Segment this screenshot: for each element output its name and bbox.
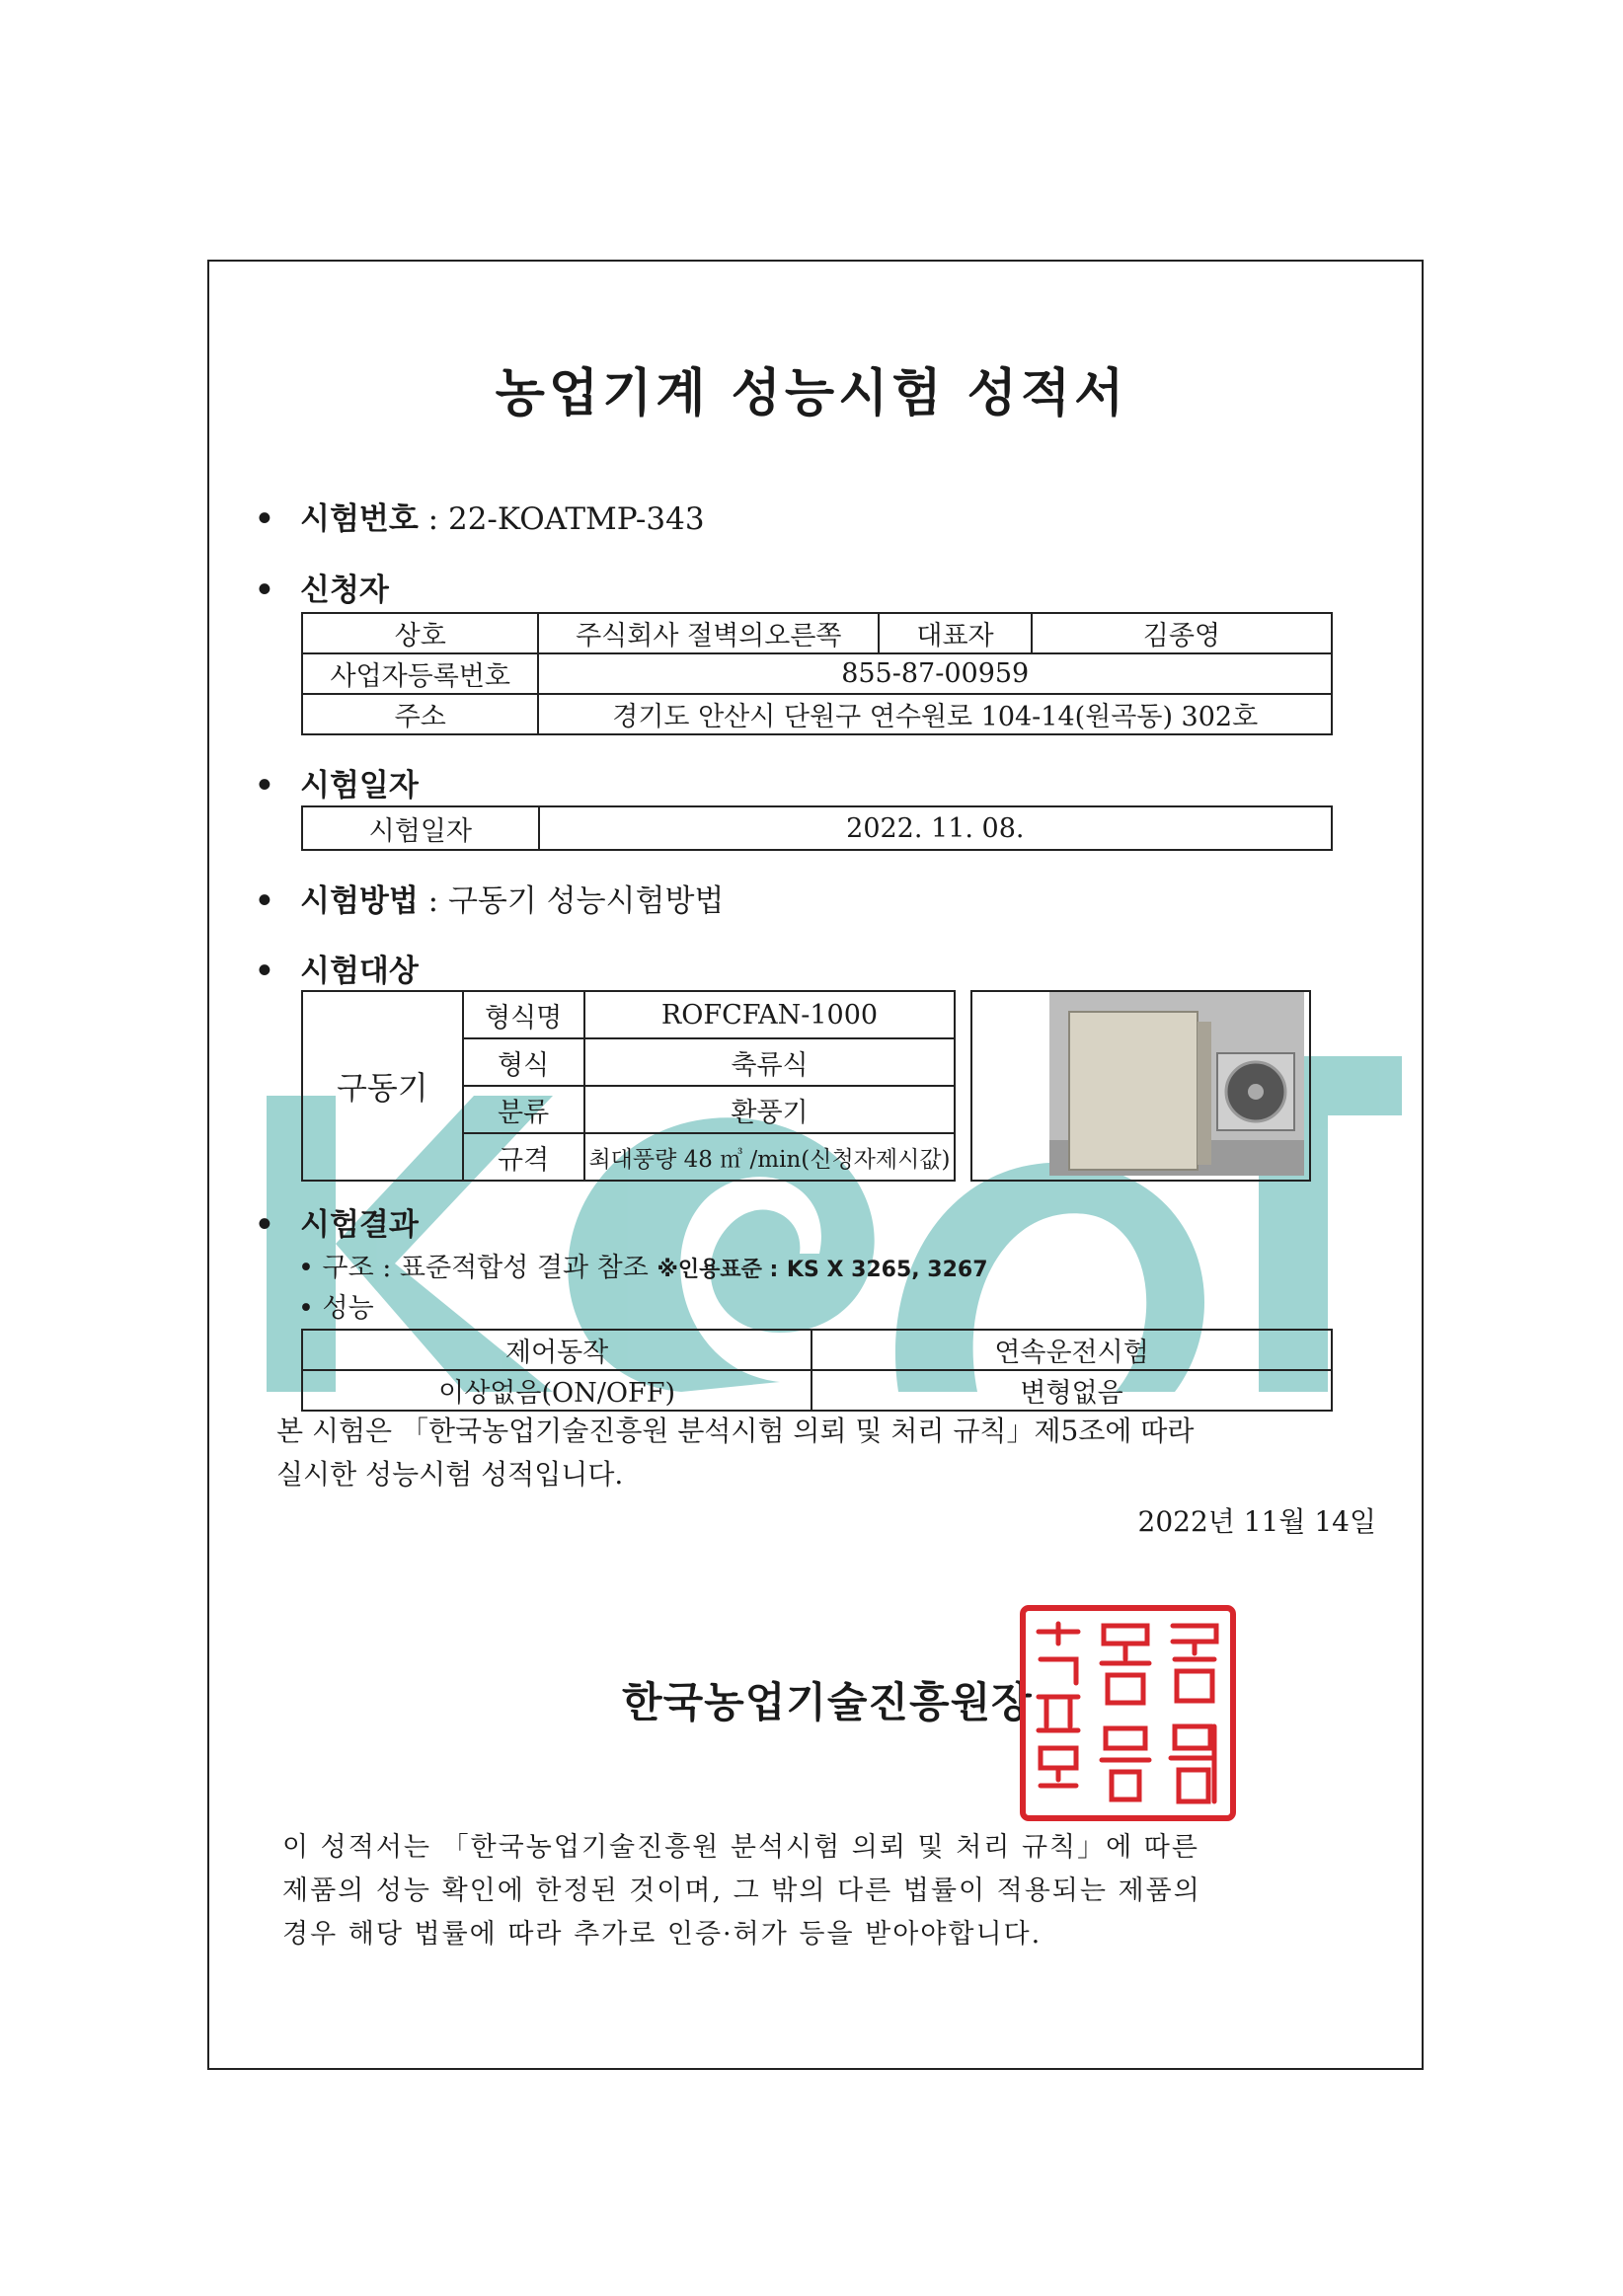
company-value: 주식회사 절벽의오른쪽 — [538, 613, 879, 653]
bullet: • — [255, 954, 274, 989]
test-target-heading — [255, 946, 419, 990]
table-row — [302, 613, 1332, 653]
notice-line-1: 이 성적서는 「한국농업기술진흥원 분석시험 의뢰 및 처리 규칙」에 따른 — [282, 1832, 1199, 1863]
test-number-label: 시험번호 — [300, 501, 419, 537]
address-label: 주소 — [302, 694, 538, 734]
structure-line — [298, 1246, 988, 1284]
applicant-table — [301, 612, 1333, 735]
business-reg-value: 855-87-00959 — [538, 653, 1332, 694]
statement-line-1: 본 시험은 「한국농업기술진흥원 분석시험 의뢰 및 처리 규칙」제5조에 따라 — [276, 1415, 1195, 1447]
applicant-label: 신청자 — [300, 573, 389, 608]
table-row — [302, 1370, 1332, 1411]
test-number-value: 22-KOATMP-343 — [447, 501, 705, 537]
test-method-label: 시험방법 — [300, 883, 419, 919]
fan-hub — [1248, 1084, 1264, 1100]
issuer-name: 한국농업기술진흥원장 — [622, 1678, 1033, 1726]
official-seal — [1017, 1602, 1239, 1824]
performance-line: • 성능 — [298, 1293, 374, 1324]
test-method-row — [255, 876, 724, 920]
fan-cabinet-side — [1198, 1022, 1211, 1165]
class-label: 분류 — [463, 1086, 584, 1133]
test-result-label: 시험결과 — [300, 1207, 419, 1243]
notice-line-2: 제품의 성능 확인에 한정된 것이며, 그 밖의 다른 법률이 적용되는 제품의 — [282, 1875, 1201, 1906]
type-value: 축류식 — [584, 1038, 956, 1086]
representative-value: 김종영 — [1032, 613, 1332, 653]
colon: : — [427, 501, 439, 537]
address-value: 경기도 안산시 단원구 연수원로 104-14(원곡동) 302호 — [538, 694, 1332, 734]
spec-value: 최대풍량 48 ㎥ /min(신청자제시값) — [584, 1133, 956, 1181]
issue-date: 2022년 11월 14일 — [1137, 1505, 1376, 1538]
result-header-control: 제어동작 — [302, 1330, 812, 1370]
seal-glyphs — [1039, 1624, 1216, 1801]
statement-line-2: 실시한 성능시험 성적입니다. — [276, 1458, 624, 1491]
result-table — [301, 1329, 1333, 1412]
applicant-heading — [255, 565, 389, 609]
test-date-table — [301, 805, 1333, 851]
colon: : — [427, 883, 439, 919]
model-value: ROFCFAN-1000 — [584, 991, 956, 1038]
bullet: • — [255, 501, 274, 537]
bullet: • — [255, 573, 274, 608]
result-value-continuous: 변형없음 — [812, 1370, 1332, 1411]
notice-line-3: 경우 해당 법률에 따라 추가로 인증·허가 등을 받아야합니다. — [282, 1919, 1043, 1950]
type-label: 형식 — [463, 1038, 584, 1086]
cert-standard-label: ※인용표준 : — [657, 1258, 779, 1282]
bullet: • — [255, 883, 274, 919]
test-date-cell-label: 시험일자 — [302, 806, 539, 850]
result-value-control: 이상없음(ON/OFF) — [302, 1370, 812, 1411]
table-row — [302, 1330, 1332, 1370]
representative-label: 대표자 — [879, 613, 1032, 653]
structure-text: • 구조 : 표준적합성 결과 참조 — [298, 1253, 649, 1283]
page-title: 농업기계 성능시험 성적서 — [495, 364, 1128, 423]
spec-label: 규격 — [463, 1133, 584, 1181]
business-reg-label: 사업자등록번호 — [302, 653, 538, 694]
cert-standard-value: KS X 3265, 3267 — [786, 1258, 988, 1282]
test-result-heading — [255, 1199, 419, 1244]
test-date-value: 2022. 11. 08. — [539, 806, 1332, 850]
notice-block — [282, 1826, 1201, 1956]
bullet: • — [255, 768, 274, 804]
test-number-row — [255, 494, 705, 538]
spacer-cell — [955, 991, 971, 1181]
table-row — [302, 653, 1332, 694]
test-target-label: 시험대상 — [300, 954, 419, 989]
test-method-value: 구동기 성능시험방법 — [447, 883, 725, 919]
class-value: 환풍기 — [584, 1086, 956, 1133]
bullet: • — [255, 1207, 274, 1243]
test-date-label: 시험일자 — [300, 768, 419, 804]
fan-cabinet — [1069, 1012, 1198, 1170]
target-category: 구동기 — [302, 991, 463, 1181]
result-header-continuous: 연속운전시험 — [812, 1330, 1332, 1370]
product-photo — [1049, 992, 1304, 1176]
table-row — [302, 806, 1332, 850]
company-label: 상호 — [302, 613, 538, 653]
model-label: 형식명 — [463, 991, 584, 1038]
test-date-heading — [255, 760, 419, 804]
table-row — [302, 694, 1332, 734]
